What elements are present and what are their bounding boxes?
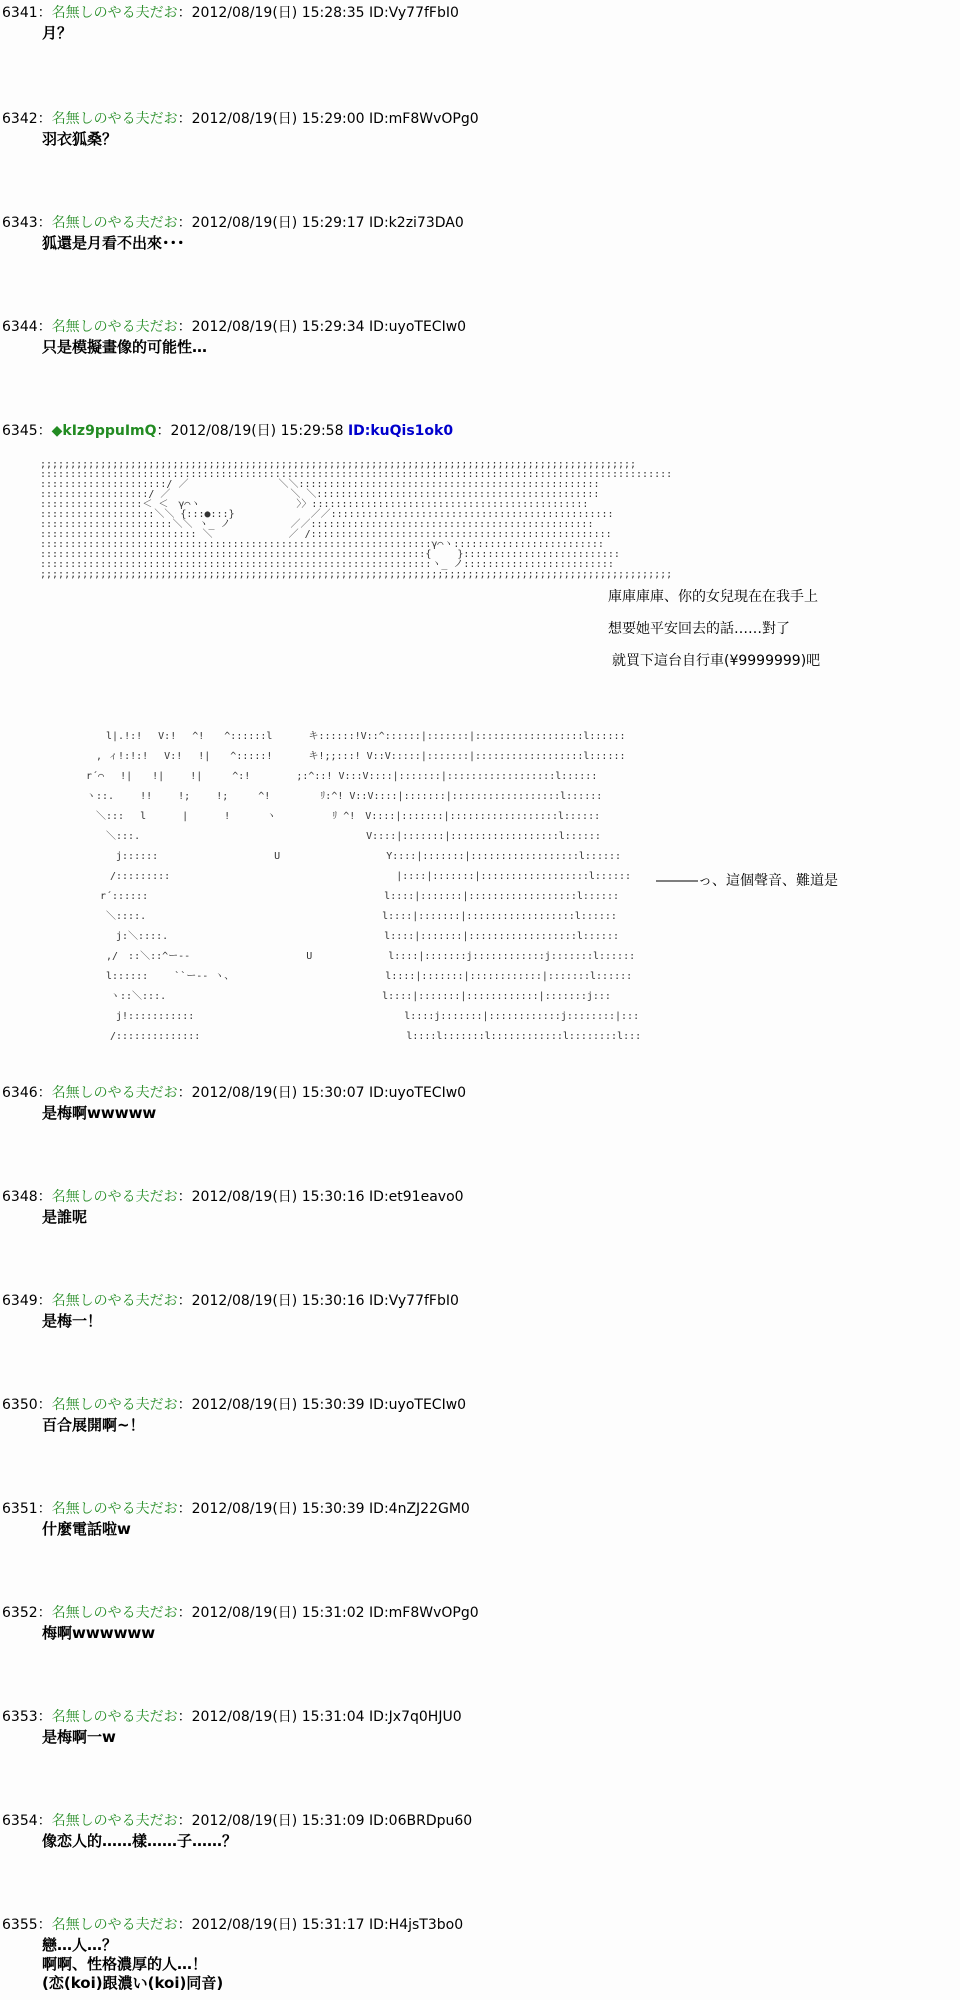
- post-datetime: ：2012/08/19(日) 15:30:39: [177, 1501, 365, 1517]
- ascii-art-line: ::::::::::::::::::::::::::::::::::::::::::::::::::::::::::::::::{ }::::::::::::::::::::::::::: [40, 549, 620, 560]
- post-number[interactable]: 6350: [2, 1397, 38, 1413]
- post-body: [42, 1832, 237, 1851]
- post-id: ID:k2zi73DA0: [369, 215, 464, 231]
- post-header: [2, 1604, 479, 1622]
- ascii-art-line: :::::::::::::::::＜ ＜ γ⌒ヽ 〉〉::::::::::::::::::::::::::::::::::::::::::::::: [40, 499, 589, 510]
- post-datetime: ：2012/08/19(日) 15:29:34: [177, 319, 365, 335]
- ascii-art-line: :::::::::::::::::::::::::: ＼ ／ /::::::::::::::::::::::::::::::::::::::::::::::::::: [40, 529, 612, 540]
- post-number[interactable]: 6354: [2, 1813, 38, 1829]
- post-header: [2, 110, 479, 128]
- post-separator: ：: [37, 1397, 52, 1413]
- post-body-line: 像恋人的……樣……子……？: [42, 1832, 238, 1850]
- post-number[interactable]: 6343: [2, 215, 38, 231]
- post-header: [2, 1812, 472, 1830]
- post-header: [2, 214, 464, 232]
- post-body: [42, 234, 185, 253]
- post-id: ID:Vy77fFbI0: [369, 5, 459, 21]
- post-datetime: ：2012/08/19(日) 15:31:09: [177, 1813, 365, 1829]
- post-number[interactable]: 6345: [2, 423, 38, 439]
- post-number[interactable]: 6341: [2, 5, 38, 21]
- post-name: 名無しのやる夫だお: [51, 1085, 178, 1101]
- post-name: 名無しのやる夫だお: [51, 5, 178, 21]
- post-number[interactable]: 6348: [2, 1189, 38, 1205]
- post-separator: ：: [37, 215, 52, 231]
- ascii-art-line: :::::::::::::::::::::/ ／ ＼＼::::::::::::::::::::::::::::::::::::::::::::::::::: [40, 479, 600, 490]
- post-body-line: 梅啊wwwwww: [42, 1624, 156, 1642]
- post-datetime: ：2012/08/19(日) 15:30:07: [177, 1085, 365, 1101]
- post-id: ID:06BRDpu60: [369, 1813, 473, 1829]
- ascii-art-line: ヽ::. !! !; !; ^! ﾘ:^! V::V::::|:::::::|::::::::::::::::::l::::::: [50, 791, 603, 802]
- post-body-line: 啊啊、性格濃厚的人…！: [42, 1955, 208, 1973]
- post-datetime: ：2012/08/19(日) 15:30:39: [177, 1397, 365, 1413]
- post-header: [2, 1188, 464, 1206]
- post-body: [42, 338, 207, 357]
- ascii-art-line: ::::::::::::::::::::::＼＼ ヽ_ ノ ／／:::::::::::::::::::::::::::::::::::::::::::::::: [40, 519, 594, 530]
- post-separator: ：: [37, 1293, 52, 1309]
- post-header: [2, 1396, 466, 1414]
- post-separator: ：: [37, 1605, 52, 1621]
- post-separator: ：: [37, 1189, 52, 1205]
- ascii-art-line: ＼:::. V::::|:::::::|::::::::::::::::::l::::::: [50, 831, 601, 842]
- post-id: ID:H4jsT3bo0: [369, 1917, 464, 1933]
- post-body: [42, 1312, 102, 1331]
- post-number[interactable]: 6349: [2, 1293, 38, 1309]
- ascii-art-line: ::::::::::::::::::/ ／ ＼ ＼:::::::::::::::::::::::::::::::::::::::::::::::: [40, 489, 600, 500]
- speech-line: ―――っ、這個聲音、難道是: [656, 873, 838, 889]
- post-datetime: ：2012/08/19(日) 15:28:35: [177, 5, 365, 21]
- op-post-header: [2, 422, 453, 440]
- post-header: [2, 318, 466, 336]
- post-datetime: ：2012/08/19(日) 15:31:04: [177, 1709, 365, 1725]
- ascii-art-line: /:::::::::::::: l::::l:::::::l::::::::::::l::::::::l:::: [50, 1031, 642, 1042]
- speech-line: 想要她平安回去的話……對了: [608, 621, 790, 637]
- post-number[interactable]: 6353: [2, 1709, 38, 1725]
- post-id: ID:4nZJ22GM0: [369, 1501, 470, 1517]
- ascii-art-line: j:::::: U Y::::|:::::::|::::::::::::::::::l::::::: [50, 851, 622, 862]
- post-datetime: ：2012/08/19(日) 15:31:17: [177, 1917, 365, 1933]
- post-datetime: ：2012/08/19(日) 15:31:02: [177, 1605, 365, 1621]
- post-id: ID:Vy77fFbI0: [369, 1293, 459, 1309]
- post-id: ID:uyoTECIw0: [369, 319, 467, 335]
- post-separator: ：: [37, 5, 52, 21]
- post-id: ID:mF8WvOPg0: [369, 111, 479, 127]
- ascii-art-line: j!::::::::::: l::::j:::::::|::::::::::::j::::::::|:::: [50, 1011, 640, 1022]
- post-number[interactable]: 6346: [2, 1085, 38, 1101]
- post-body: [42, 1936, 223, 1993]
- post-id: ID:et91eavo0: [369, 1189, 464, 1205]
- post-body: [42, 1728, 116, 1747]
- post-separator: ：: [37, 319, 52, 335]
- post-body-line: 百合展開啊~！: [42, 1416, 145, 1434]
- post-body-line: 羽衣狐桑？: [42, 130, 118, 148]
- post-datetime: ：2012/08/19(日) 15:29:17: [177, 215, 365, 231]
- post-number[interactable]: 6355: [2, 1917, 38, 1933]
- ascii-art-line: , ィ!:!:! V:! !| ^:::::! キ!;;:::! V::V:::::|:::::::|::::::::::::::::::l::::::: [50, 751, 626, 762]
- speech-line: 庫庫庫庫、你的女兒現在在我手上: [608, 589, 818, 605]
- post-body: [42, 1416, 145, 1435]
- post-body-line: 是梅啊wwwww: [42, 1104, 157, 1122]
- post-number[interactable]: 6342: [2, 111, 38, 127]
- post-body-line: 戀…人…？: [42, 1936, 118, 1954]
- ascii-art-line: ,/ ::＼::^ー-- U l::::|:::::::j::::::::::::j:::::::l::::::: [50, 951, 636, 962]
- post-id: ID:mF8WvOPg0: [369, 1605, 479, 1621]
- post-separator: ：: [37, 1709, 52, 1725]
- post-datetime: ：2012/08/19(日) 15:29:00: [177, 111, 365, 127]
- post-datetime: ：2012/08/19(日) 15:30:16: [177, 1189, 365, 1205]
- ascii-art-line: ＼::: l | ! ヽ ﾘ ^! V::::|:::::::|::::::::::::::::::l::::::: [50, 811, 601, 822]
- post-header: [2, 1084, 466, 1102]
- post-name: 名無しのやる夫だお: [51, 1501, 178, 1517]
- post-header: [2, 4, 459, 22]
- ascii-art-line: :::::::::::::::::::::::::::::::::::::::::::::::::::::::::::::::::::::::::::::::::::::::::::::::::::::::::: [40, 469, 673, 480]
- post-separator: ：: [37, 1501, 52, 1517]
- ascii-art-line: /::::::::: |::::|:::::::|::::::::::::::::::l::::::: [50, 871, 632, 882]
- post-body-line: 只是模擬畫像的可能性…: [42, 338, 208, 356]
- post-body-line: (恋(koi)跟濃い(koi)同音): [42, 1974, 224, 1992]
- post-name: 名無しのやる夫だお: [51, 1813, 178, 1829]
- post-header: [2, 1916, 463, 1934]
- ascii-art-line: j:＼::::. l::::|:::::::|::::::::::::::::::l::::::: [50, 931, 619, 942]
- post-number[interactable]: 6344: [2, 319, 38, 335]
- post-name: 名無しのやる夫だお: [51, 1397, 178, 1413]
- op-trip-name: ◆kIz9ppuImQ: [51, 423, 157, 439]
- ascii-art-line: ＼::::. l::::|:::::::|::::::::::::::::::l::::::: [50, 911, 617, 922]
- post-body-line: 月？: [42, 24, 73, 42]
- post-number[interactable]: 6351: [2, 1501, 38, 1517]
- post-separator: ：: [37, 1813, 52, 1829]
- post-body-line: 是梅一！: [42, 1312, 103, 1330]
- post-body: [42, 1104, 156, 1123]
- post-body: [42, 1208, 87, 1227]
- post-separator: ：: [37, 423, 52, 439]
- post-datetime: ：2012/08/19(日) 15:29:58: [156, 423, 344, 439]
- post-name: 名無しのやる夫だお: [51, 1605, 178, 1621]
- post-name: 名無しのやる夫だお: [51, 1709, 178, 1725]
- post-name: 名無しのやる夫だお: [51, 1189, 178, 1205]
- post-body-line: 狐還是月看不出來･･･: [42, 234, 185, 252]
- ascii-art-line: r´:::::: l::::|:::::::|::::::::::::::::::l::::::: [50, 891, 619, 902]
- post-body: [42, 130, 117, 149]
- ascii-art-line: ;;;;;;;;;;;;;;;;;;;;;;;;;;;;;;;;;;;;;;;;;;;;;;;;;;;;;;;;;;;;;;;;;;;;;;;;;;;;;;;;;;;;;;;;;;;;;;;;;;;;;;;;;: [40, 569, 673, 580]
- ascii-art-line: r´⌒ !| !| !| ^:! ;:^::! V:::V::::|:::::::|::::::::::::::::::l::::::: [50, 771, 598, 782]
- post-number[interactable]: 6352: [2, 1605, 38, 1621]
- post-body: [42, 1520, 131, 1539]
- post-body: [42, 24, 72, 43]
- post-body-line: 是誰呢: [42, 1208, 88, 1226]
- post-body-line: 什麼電話啦w: [42, 1520, 131, 1538]
- ascii-art-line: :::::::::::::::::::::::::::::::::::::::::::::::::::::::::::::::::γ⌒ヽ:::::::::::::::::::::::::: [40, 539, 604, 550]
- speech-line: 就買下這台自行車(¥9999999)吧: [612, 653, 821, 669]
- post-separator: ：: [37, 1917, 52, 1933]
- post-name: 名無しのやる夫だお: [51, 111, 178, 127]
- post-body-line: 是梅啊一w: [42, 1728, 116, 1746]
- post-id: ID:uyoTECIw0: [369, 1085, 467, 1101]
- ascii-art: [40, 459, 950, 1042]
- post-name: 名無しのやる夫だお: [51, 1917, 178, 1933]
- post-header: [2, 1292, 459, 1310]
- post-id: ID:Jx7q0HJU0: [369, 1709, 462, 1725]
- post-separator: ：: [37, 1085, 52, 1101]
- ascii-art-line: :::::::::::::::::::＼＼ {:::●:::} ／／:::::::::::::::::::::::::::::::::::::::::::::::: [40, 509, 614, 520]
- post-name: 名無しのやる夫だお: [51, 215, 178, 231]
- ascii-art-line: ヽ::＼:::. l::::|:::::::|::::::::::::|:::::::j:::: [50, 991, 611, 1002]
- post-name: 名無しのやる夫だお: [51, 1293, 178, 1309]
- post-header: [2, 1708, 462, 1726]
- post-body: [42, 1624, 155, 1643]
- ascii-art-line: ;;;;;;;;;;;;;;;;;;;;;;;;;;;;;;;;;;;;;;;;;;;;;;;;;;;;;;;;;;;;;;;;;;;;;;;;;;;;;;;;;;;;;;;;;;;;;;;;;;;: [40, 459, 637, 470]
- post-datetime: ：2012/08/19(日) 15:30:16: [177, 1293, 365, 1309]
- ascii-art-line: :::::::::::::::::::::::::::::::::::::::::::::::::::::::::::::::::ヽ_ ノ:::::::::::::::::::::::::: [40, 559, 614, 570]
- ascii-art-line: l:::::: ``ー-- ヽ、 l::::|:::::::|::::::::::::|:::::::l::::::: [50, 971, 633, 982]
- op-post-id: ID:kuQis1ok0: [347, 423, 454, 439]
- ascii-art-line: l|.!:! V:! ^! ^::::::l キ::::::!V::^::::::|:::::::|::::::::::::::::::l::::::: [50, 731, 626, 742]
- post-header: [2, 1500, 470, 1518]
- post-id: ID:uyoTECIw0: [369, 1397, 467, 1413]
- post-separator: ：: [37, 111, 52, 127]
- post-name: 名無しのやる夫だお: [51, 319, 178, 335]
